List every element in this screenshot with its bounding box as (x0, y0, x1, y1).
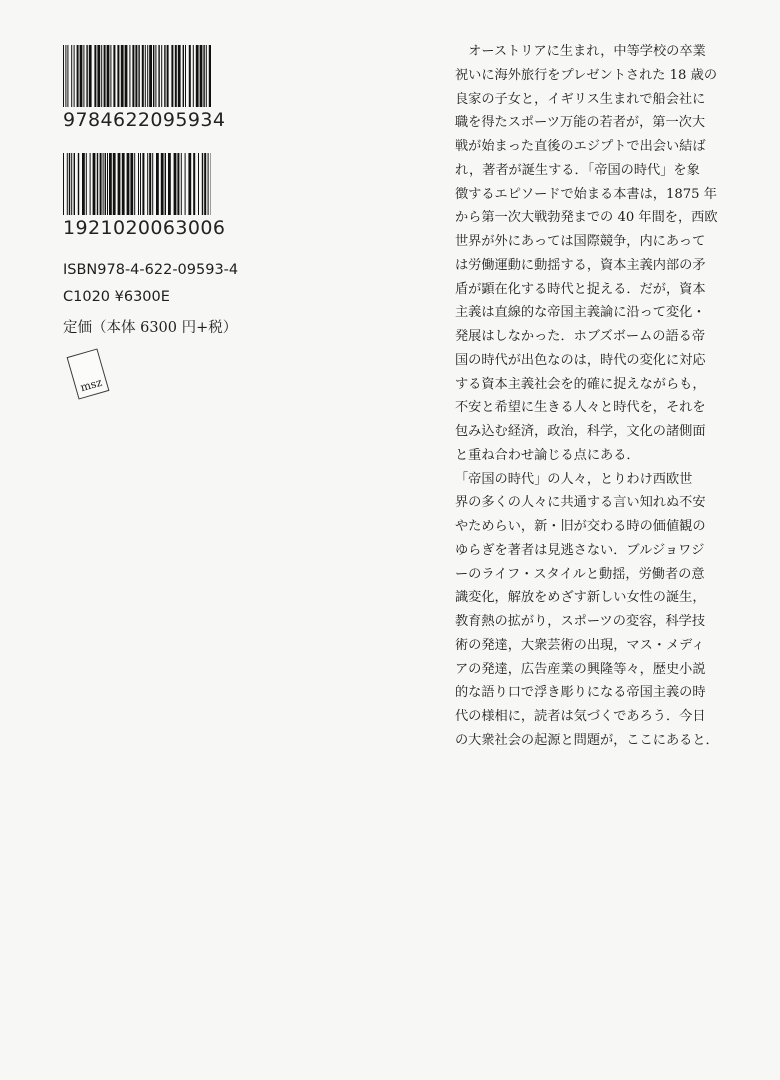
description-line: 界の多くの人々に共通する言い知れぬ不安 (455, 495, 706, 511)
description-line: 発展はしなかった．ホブズボームの語る帝 (455, 329, 706, 344)
barcode-bar (71, 45, 72, 107)
barcode-bar (130, 153, 133, 215)
barcode-bar (149, 153, 151, 215)
description-line: やためらい，新・旧が交わる時の価値観の (455, 519, 706, 534)
barcode-bar (145, 45, 146, 107)
barcode-bar (181, 153, 182, 215)
description-paragraph (455, 468, 725, 753)
barcode-bar (77, 45, 79, 107)
description-line: 祝いに海外旅行をプレゼントされた 18 歳の (455, 67, 718, 83)
barcode-bar (104, 45, 106, 107)
barcode-bar (105, 153, 106, 215)
price-text: 定価（本体 6300 円+税） (63, 320, 238, 336)
barcode-bar (71, 153, 72, 215)
barcode-bar (155, 45, 156, 107)
barcode-bar (113, 153, 116, 215)
barcode-bar (138, 153, 139, 215)
description-line: 不安と希望に生きる人々と時代を，それを (455, 400, 706, 416)
barcode-bar (101, 45, 102, 107)
barcode-bar (206, 45, 207, 107)
isbn-barcode-number: 9784622095934 (63, 109, 226, 131)
barcode-bar (185, 45, 186, 107)
barcode-bar (171, 45, 173, 107)
barcode-bar (177, 153, 179, 215)
barcode-bar (65, 45, 66, 107)
barcode-bar (200, 45, 203, 107)
barcode-bar (69, 153, 70, 215)
description-paragraph (455, 40, 725, 468)
description-line: アの発達，広告産業の興隆等々，歴史小説 (455, 661, 706, 677)
description-line: する資本主義社会を的確に捉えながらも， (455, 376, 706, 392)
barcode-bar (174, 153, 177, 215)
barcode-bar (117, 45, 119, 107)
description-line: 世界が外にあっては国際競争，内にあって (455, 234, 706, 249)
description-line: オーストリアに生まれ，中等学校の卒業 (455, 44, 706, 59)
description-line: 国の時代が出色なのは，時代の変化に対応 (455, 352, 706, 368)
barcode-bar (142, 45, 144, 107)
barcode-bar (147, 153, 148, 215)
description-line: 盾が顕在化する時代と捉える．だが，資本 (455, 281, 706, 297)
description-line: 徴するエピソードで始まる本書は，1875 年 (455, 186, 717, 202)
barcode-bar (86, 153, 87, 215)
barcode-bar (80, 45, 83, 107)
barcode-bar (147, 45, 148, 107)
price-barcode (63, 153, 225, 239)
description-line: から第一次大戦勃発までの 40 年間を，西欧 (455, 210, 718, 226)
barcode-bar (78, 153, 79, 215)
barcode-bar (127, 153, 130, 215)
barcode-bar (168, 153, 171, 215)
description-line: の大衆社会の起源と問題が，ここにあると． (455, 732, 719, 748)
barcode-bar (129, 45, 130, 107)
description-line: ゆらぎを著者は見逃さない．ブルジョワジ (455, 542, 705, 558)
barcode-bar (149, 45, 152, 107)
publisher-logo-text: msz (78, 375, 104, 395)
barcode-bar (109, 153, 112, 215)
classification-code: C1020 ¥6300E (63, 289, 170, 305)
barcode-bar (103, 153, 104, 215)
barcode-bar (122, 153, 125, 215)
barcode-bar (208, 153, 209, 215)
price-barcode-bars (63, 153, 211, 215)
barcode-bar (158, 45, 159, 107)
barcode-bar (110, 45, 111, 107)
barcode-bar (89, 45, 92, 107)
barcode-bar (90, 153, 91, 215)
barcode-bar (189, 45, 191, 107)
description-line: は労働運動に動揺する，資本主義内部の矛 (455, 257, 706, 273)
barcode-bar (94, 45, 96, 107)
barcode-bar (93, 153, 96, 215)
barcode-bar (175, 45, 177, 107)
barcode-bar (107, 153, 108, 215)
barcode-bar (209, 45, 211, 107)
barcode-bar (132, 45, 134, 107)
barcode-bar (152, 153, 153, 215)
description-line: と重ね合わせ論じる点にある． (455, 447, 640, 463)
barcode-bar (203, 45, 204, 107)
barcode-bar (161, 45, 162, 107)
description-line: 代の様相に，読者は気づくであろう．今日 (455, 709, 706, 724)
barcode-bar (100, 153, 102, 215)
barcode-bar (82, 153, 85, 215)
barcode-bar (86, 45, 87, 107)
barcode-bar (121, 45, 124, 107)
description-line: れ，著者が誕生する．「帝国の時代」を象 (455, 162, 700, 178)
barcode-bar (183, 45, 184, 107)
barcode-bar (125, 45, 128, 107)
barcode-bar (178, 45, 181, 107)
barcode-bar (140, 153, 141, 215)
barcode-bar (156, 153, 159, 215)
description-line: 戦が始まった直後のエジプトで出会い結ば (455, 139, 706, 154)
barcode-bar (63, 45, 64, 107)
barcode-bar (198, 153, 199, 215)
barcode-bar (67, 153, 68, 215)
barcode-bar (202, 153, 203, 215)
barcode-bar (153, 45, 154, 107)
barcode-bar (138, 45, 139, 107)
barcode-bar (142, 153, 144, 215)
barcode-bar (165, 153, 166, 215)
barcode-bar (67, 45, 68, 107)
barcode-bar (74, 45, 75, 107)
barcode-bar (97, 45, 100, 107)
description-line: ーのライフ・スタイルと動揺，労働者の意 (455, 566, 705, 582)
barcode-bar (63, 153, 64, 215)
barcode-bar (97, 153, 98, 215)
isbn-barcode (63, 45, 225, 131)
publisher-logo (67, 348, 110, 399)
description-line: 的な語り口で浮き彫りになる帝国主義の時 (455, 685, 706, 701)
barcode-bar (204, 153, 206, 215)
isbn-text: ISBN978-4-622-09593-4 (63, 262, 239, 278)
barcode-bar (113, 45, 115, 107)
description-line: 「帝国の時代」の人々，とりわけ西欧世 (455, 471, 693, 487)
description-line: 包み込む経済，政治，科学，文化の諸側面 (455, 424, 706, 439)
barcode-bar (193, 153, 195, 215)
description-line: 術の発達，大衆芸術の出現，マス・メディ (455, 637, 705, 653)
price-barcode-number: 1921020063006 (63, 217, 226, 239)
barcode-bar (83, 45, 84, 107)
barcode-bar (135, 45, 137, 107)
description-line: 職を得たスポーツ万能の若者が，第一次大 (455, 115, 706, 131)
book-description (455, 40, 725, 753)
barcode-bar (118, 153, 121, 215)
barcode-bar (185, 153, 186, 215)
barcode-bar (196, 45, 199, 107)
description-line: 主義は直線的な帝国主義論に沿って変化・ (455, 305, 706, 321)
barcode-bar (164, 45, 165, 107)
isbn-barcode-bars (63, 45, 211, 107)
description-line: 良家の子女と，イギリス生まれで船会社に (455, 91, 706, 107)
description-line: 教育熱の拡がり，スポーツの変容，科学技 (455, 614, 706, 629)
barcode-bar (134, 153, 135, 215)
barcode-bar (188, 153, 191, 215)
barcode-bar (161, 153, 164, 215)
barcode-bar (107, 45, 110, 107)
barcode-bar (74, 153, 75, 215)
description-line: 識変化，解放をめざす新しい女性の誕生， (455, 590, 706, 606)
barcode-bar (193, 45, 194, 107)
barcode-bar (167, 45, 169, 107)
